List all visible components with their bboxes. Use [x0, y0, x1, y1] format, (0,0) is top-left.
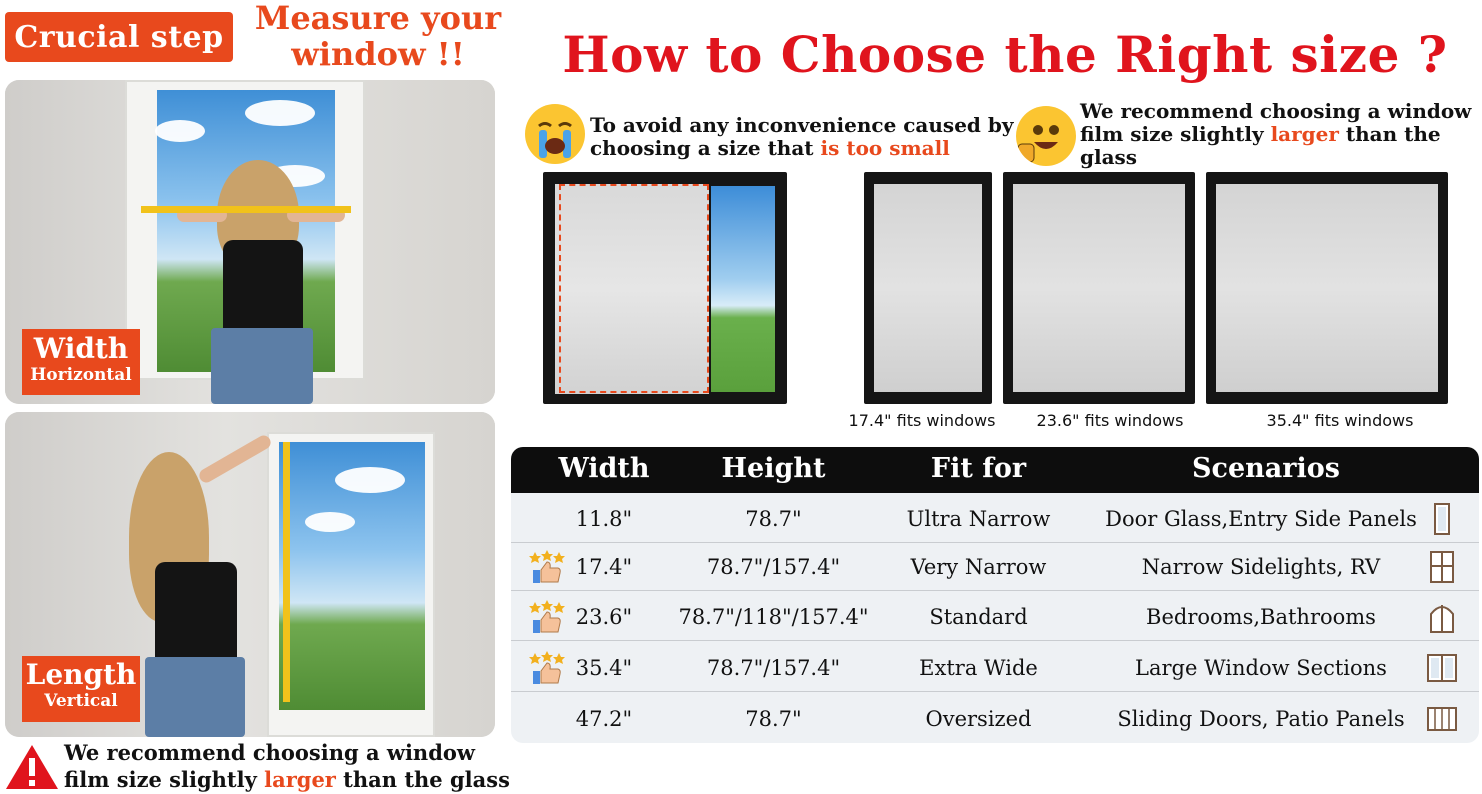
fit-label-23-6: 23.6" fits windows	[1036, 411, 1184, 430]
length-label-title: Length	[25, 658, 137, 691]
too-small-note-pre: To avoid any inconvenience caused by choosing a size that	[590, 113, 1014, 160]
header-scenarios: Scenarios	[1192, 453, 1340, 484]
bottom-recommendation-accent: larger	[264, 767, 336, 792]
cell-height: 78.7"/157.4"	[706, 656, 841, 680]
cell-width: 23.6"	[575, 605, 633, 629]
page-title: How to Choose the Right size ?	[562, 25, 1448, 84]
width-label	[22, 329, 140, 395]
table-row	[511, 593, 1479, 641]
cell-fit-for: Extra Wide	[919, 656, 1038, 680]
width-label-subtitle: Horizontal	[30, 365, 132, 385]
window-17-4	[864, 172, 992, 404]
film-outline	[559, 184, 709, 393]
cell-scenario: Bedrooms,Bathrooms	[1146, 605, 1376, 629]
cell-height: 78.7"	[745, 707, 802, 731]
header-fit-for: Fit for	[930, 453, 1027, 484]
fit-label-35-4: 35.4" fits windows	[1266, 411, 1414, 430]
larger-recommendation-note	[1080, 100, 1480, 169]
table-header	[511, 447, 1479, 493]
cell-fit-for: Very Narrow	[910, 555, 1047, 579]
cell-width: 17.4"	[575, 555, 633, 579]
warning-icon	[4, 743, 60, 791]
cell-width: 11.8"	[575, 507, 633, 531]
window-23-6	[1003, 172, 1195, 404]
too-small-note	[590, 114, 1020, 160]
crying-emoji-icon	[525, 104, 585, 164]
length-label-subtitle: Vertical	[44, 691, 118, 711]
bottom-recommendation-post: than the glass	[335, 767, 510, 792]
sidelight-window-icon	[1427, 550, 1457, 584]
cell-scenario: Door Glass,Entry Side Panels	[1105, 507, 1417, 531]
size-table	[511, 447, 1479, 743]
cell-height: 78.7"/118"/157.4"	[678, 605, 869, 629]
cell-fit-for: Ultra Narrow	[906, 507, 1051, 531]
crucial-step-badge: Crucial step	[5, 12, 233, 62]
header-width: Width	[558, 453, 650, 484]
bottom-recommendation	[64, 739, 524, 793]
wide-window-icon	[1427, 651, 1457, 685]
cell-width: 47.2"	[575, 707, 633, 731]
table-row	[511, 695, 1479, 743]
cell-fit-for: Standard	[929, 605, 1028, 629]
length-label	[22, 656, 140, 722]
thumbs-up-emoji-icon	[1016, 106, 1076, 166]
cell-height: 78.7"/157.4"	[706, 555, 841, 579]
width-label-title: Width	[33, 332, 129, 365]
table-row	[511, 644, 1479, 692]
window-35-4	[1206, 172, 1448, 404]
header-height: Height	[721, 453, 826, 484]
too-small-film-window	[543, 172, 787, 404]
larger-recommendation-note-post: than the glass	[1080, 122, 1441, 169]
arched-window-icon	[1427, 600, 1457, 634]
cell-scenario: Sliding Doors, Patio Panels	[1117, 707, 1405, 731]
larger-recommendation-note-accent: larger	[1270, 122, 1339, 146]
table-row	[511, 495, 1479, 543]
cell-width: 35.4"	[575, 656, 633, 680]
too-small-note-accent: is too small	[820, 136, 950, 160]
measure-window-title: Measure your window !!	[254, 0, 502, 73]
cell-scenario: Narrow Sidelights, RV	[1141, 555, 1381, 579]
fit-label-17-4: 17.4" fits windows	[848, 411, 996, 430]
cell-scenario: Large Window Sections	[1135, 656, 1387, 680]
bottom-recommendation-pre: We recommend choosing a window film size slightly	[64, 740, 475, 792]
narrow-door-icon	[1427, 502, 1457, 536]
sliding-door-icon	[1427, 702, 1457, 736]
cell-height: 78.7"	[745, 507, 802, 531]
larger-recommendation-note-pre: We recommend choosing a window film size slightly	[1080, 99, 1472, 146]
cell-fit-for: Oversized	[925, 707, 1032, 731]
table-row	[511, 543, 1479, 591]
